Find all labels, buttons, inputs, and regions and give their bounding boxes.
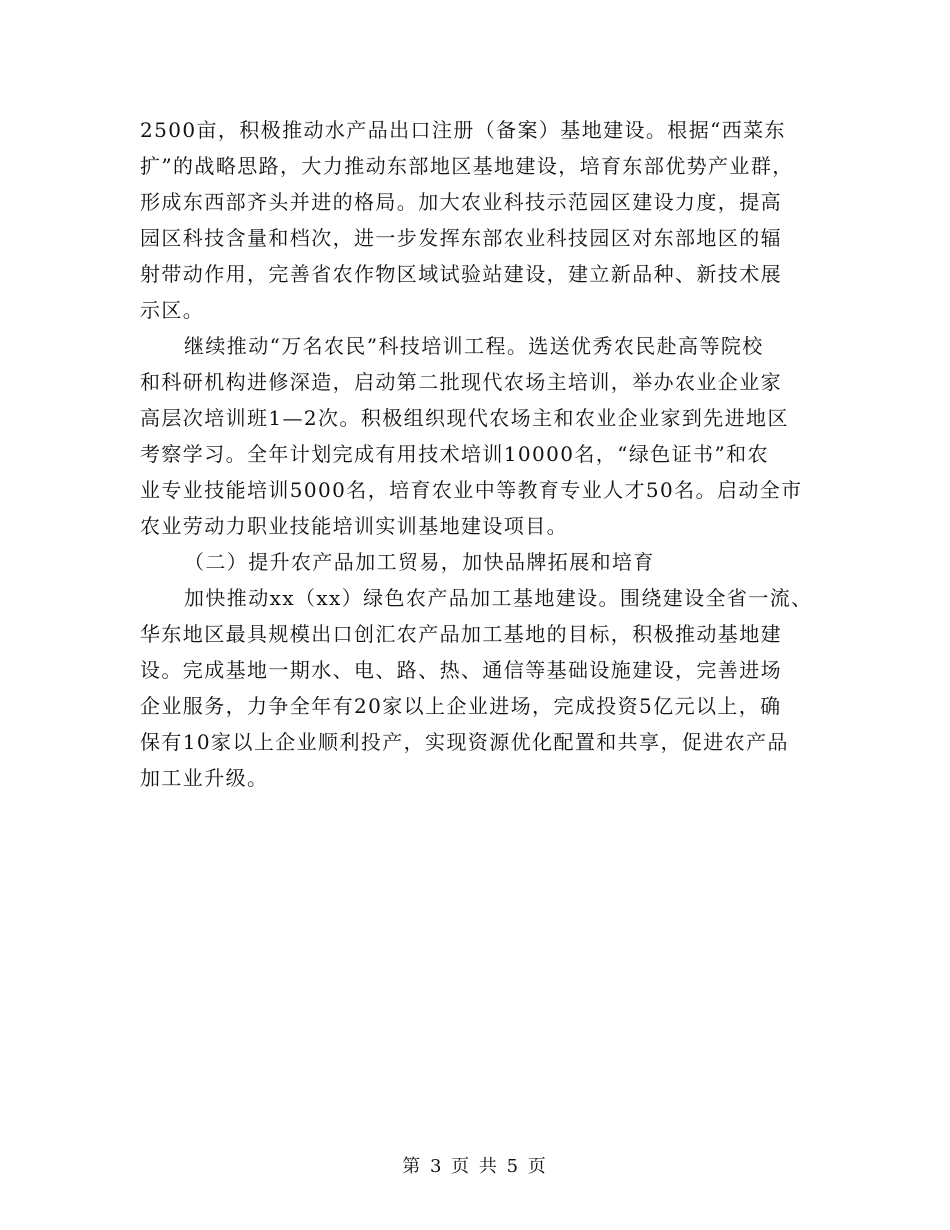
section-heading: （二）提升农产品加工贸易，加快品牌拓展和培育 [184, 550, 655, 574]
paragraph-line: 业专业技能培训5000名，培育农业中等教育专业人才50名。启动全市 [140, 478, 803, 502]
body-text [140, 112, 812, 796]
paragraph-line: 射带动作用，完善省农作物区域试验站建设，建立新品种、新技术展 [140, 262, 782, 286]
paragraph-line: 企业服务，力争全年有20家以上企业进场，完成投资5亿元以上，确 [140, 694, 782, 718]
paragraph-line: 加工业升级。 [140, 766, 269, 790]
paragraph-line: 和科研机构进修深造，启动第二批现代农场主培训，举办农业企业家 [140, 370, 782, 394]
paragraph-line: 园区科技含量和档次，进一步发挥东部农业科技园区对东部地区的辐 [140, 226, 782, 250]
paragraph-line: 加快推动xx（xx）绿色农产品加工基地建设。围绕建设全省一流、 [184, 586, 813, 610]
paragraph-line: 设。完成基地一期水、电、路、热、通信等基础设施建设，完善进场 [140, 658, 782, 682]
paragraph-line: 考察学习。全年计划完成有用技术培训10000名，“绿色证书”和农 [140, 442, 769, 466]
paragraph-line: 形成东西部齐头并进的格局。加大农业科技示范园区建设力度，提高 [140, 190, 782, 214]
paragraph-line: 继续推动“万名农民”科技培训工程。选送优秀农民赴高等院校 [184, 334, 764, 358]
paragraph-line: 示区。 [140, 298, 205, 322]
paragraph-line: 高层次培训班1—2次。积极组织现代农场主和农业企业家到先进地区 [140, 406, 789, 430]
paragraph-line: 扩”的战略思路，大力推动东部地区基地建设，培育东部优势产业群， [140, 154, 794, 178]
page-number: 第 3 页 共 5 页 [402, 1156, 548, 1177]
paragraph-line: 保有10家以上企业顺利投产，实现资源优化配置和共享，促进农产品 [140, 730, 789, 754]
paragraph-line: 农业劳动力职业技能培训实训基地建设项目。 [140, 514, 568, 538]
paragraph-line: 华东地区最具规模出口创汇农产品加工基地的目标，积极推动基地建 [140, 622, 782, 646]
paragraph-line: 2500亩，积极推动水产品出口注册（备案）基地建设。根据“西菜东 [140, 118, 786, 142]
